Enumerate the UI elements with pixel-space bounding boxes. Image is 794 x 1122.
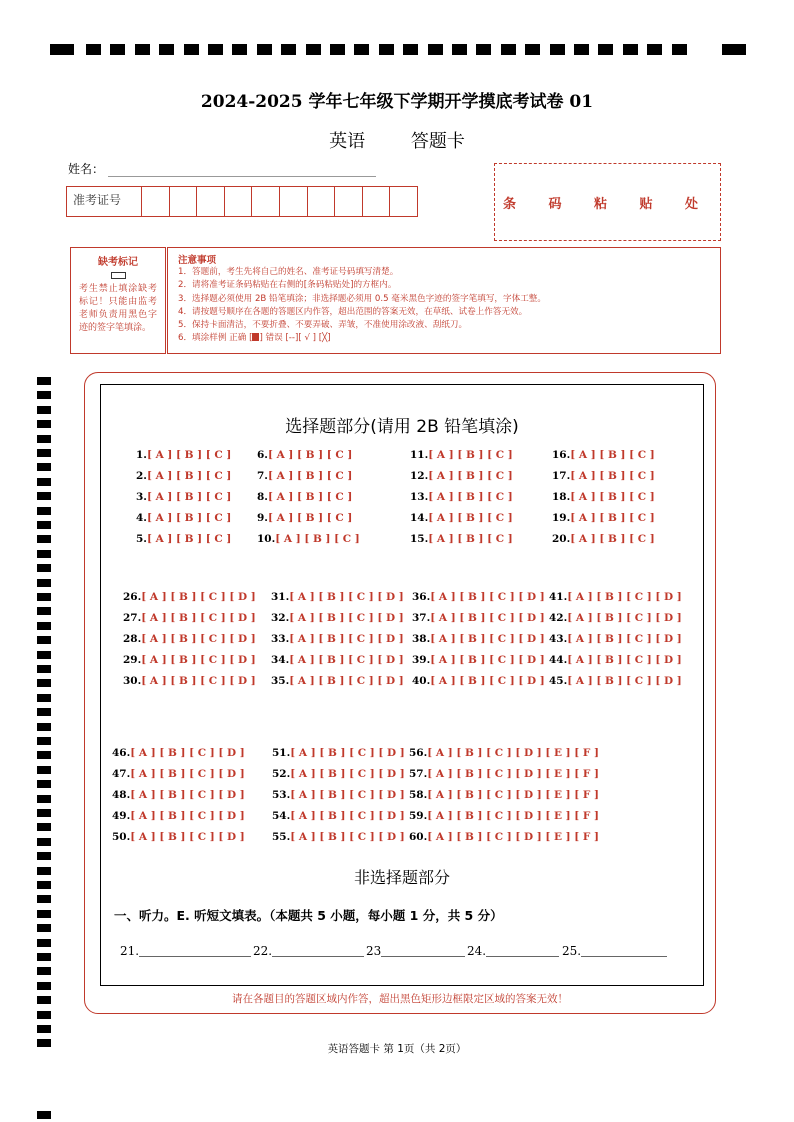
answer-bubbles[interactable]: [ A ] [ B ] [ C ] xyxy=(267,449,353,461)
question-58[interactable] xyxy=(409,789,599,801)
question-49[interactable] xyxy=(112,810,245,822)
question-number: 1. xyxy=(136,449,147,461)
timing-mark xyxy=(37,795,51,803)
blank-line xyxy=(139,943,251,957)
timing-mark xyxy=(37,636,51,644)
blank-number: 21. xyxy=(120,944,140,958)
answer-bubbles[interactable]: [ A ] [ B ] [ C ] [ D ] xyxy=(290,831,405,843)
question-40[interactable] xyxy=(412,675,545,687)
answer-bubbles[interactable]: [ A ] [ B ] [ C ] [ D ] xyxy=(289,591,404,603)
answer-bubbles[interactable]: [ A ] [ B ] [ C ] [ D ] xyxy=(430,654,545,666)
question-number: 4. xyxy=(136,512,147,524)
question-number: 48. xyxy=(112,789,131,801)
timing-mark xyxy=(623,44,638,55)
question-number: 53. xyxy=(272,789,291,801)
answer-bubbles[interactable]: [ A ] [ B ] [ C ] xyxy=(570,470,655,482)
answer-bubbles[interactable]: [ A ] [ B ] [ C ] xyxy=(146,491,232,503)
question-number: 14. xyxy=(410,512,429,524)
answer-bubbles[interactable]: [ A ] [ B ] [ C ] xyxy=(570,449,655,461)
question-6[interactable] xyxy=(257,449,352,461)
question-29[interactable] xyxy=(123,654,256,666)
question-number: 52. xyxy=(272,768,291,780)
blank-line xyxy=(381,943,465,957)
timing-mark xyxy=(37,982,51,990)
question-56[interactable] xyxy=(409,747,599,759)
exam-id-cell[interactable] xyxy=(142,187,170,216)
timing-mark xyxy=(37,694,51,702)
timing-mark xyxy=(37,665,51,673)
question-57[interactable] xyxy=(409,768,599,780)
answer-bubbles[interactable]: [ A ] [ B ] [ C ] [ D ] [ E ] [ F ] xyxy=(427,789,599,801)
question-36[interactable] xyxy=(412,591,545,603)
answer-bubbles[interactable]: [ A ] [ B ] [ C ] [ D ] xyxy=(289,633,404,645)
blank-number: 23 xyxy=(366,944,382,958)
answer-bubbles[interactable]: [ A ] [ B ] [ C ] [ D ] xyxy=(289,654,404,666)
note-line: 3．选择题必须使用 2B 铅笔填涂；非选择题必须用 0.5 毫米黑色字迹的签字笔填写，字体工整。 xyxy=(178,293,546,304)
question-number: 15. xyxy=(410,533,429,545)
exam-id-cell[interactable] xyxy=(170,187,198,216)
question-12[interactable] xyxy=(410,470,513,482)
answer-bubbles[interactable]: [ A ] [ B ] [ C ] [ D ] xyxy=(141,654,256,666)
timing-mark xyxy=(37,881,51,889)
mc-section-title: 选择题部分(请用 2B 铅笔填涂) xyxy=(285,417,519,437)
timing-mark xyxy=(37,895,51,903)
answer-bubbles[interactable]: [ A ] [ B ] [ C ] [ D ] xyxy=(290,810,405,822)
answer-bubbles[interactable]: [ A ] [ B ] [ C ] xyxy=(570,512,655,524)
blank-number: 25. xyxy=(562,944,582,958)
question-5[interactable] xyxy=(136,533,231,545)
blank-line xyxy=(486,943,559,957)
question-number: 10. xyxy=(257,533,276,545)
timing-mark xyxy=(37,679,51,687)
question-53[interactable] xyxy=(272,789,405,801)
absent-title: 缺考标记 xyxy=(98,257,138,268)
answer-bubbles[interactable]: [ A ] [ B ] [ C ] [ D ] [ E ] [ F ] xyxy=(427,747,599,759)
timing-mark xyxy=(37,521,51,529)
exam-id-cell[interactable] xyxy=(390,187,417,216)
answer-bubbles[interactable]: [ A ] [ B ] [ C ] xyxy=(570,533,655,545)
timing-mark xyxy=(550,44,565,55)
question-number: 5. xyxy=(136,533,147,545)
question-number: 51. xyxy=(272,747,291,759)
answer-bubbles[interactable]: [ A ] [ B ] [ C ] xyxy=(428,470,513,482)
question-number: 30. xyxy=(123,675,142,687)
answer-bubbles[interactable]: [ A ] [ B ] [ C ] xyxy=(267,512,353,524)
exam-title: 2024-2025 学年七年级下学期开学摸底考试卷 01 xyxy=(200,92,594,112)
question-46[interactable] xyxy=(112,747,245,759)
question-30[interactable] xyxy=(123,675,256,687)
timing-mark xyxy=(37,996,51,1004)
question-number: 17. xyxy=(552,470,571,482)
note-line: 2．请将准考证条码粘贴在右侧的[条码粘贴处]的方框内。 xyxy=(178,280,397,291)
note-line: 1．答题前，考生先将自己的姓名、准考证号码填写清楚。 xyxy=(178,267,399,277)
question-number: 20. xyxy=(552,533,571,545)
answer-bubbles[interactable]: [ A ] [ B ] [ C ] [ D ] xyxy=(141,591,256,603)
question-27[interactable] xyxy=(123,612,256,624)
notes-title: 注意事项 xyxy=(178,255,217,266)
blank-21[interactable] xyxy=(120,943,251,958)
answer-bubbles[interactable]: [ A ] [ B ] [ C ] [ D ] xyxy=(567,654,682,666)
question-number: 3. xyxy=(136,491,147,503)
question-10[interactable] xyxy=(257,533,360,545)
answer-bubbles[interactable]: [ A ] [ B ] [ C ] xyxy=(146,512,232,524)
question-51[interactable] xyxy=(272,747,405,759)
question-20[interactable] xyxy=(552,533,655,545)
listening-section-heading: 一、听力。E. 听短文填表。（本题共 5 小题，每小题 1 分，共 5 分） xyxy=(114,908,503,923)
question-number: 28. xyxy=(123,633,142,645)
question-number: 42. xyxy=(549,612,568,624)
blank-23[interactable] xyxy=(366,943,465,958)
question-number: 58. xyxy=(409,789,428,801)
question-7[interactable] xyxy=(257,470,352,482)
question-number: 44. xyxy=(549,654,568,666)
answer-bubbles[interactable]: [ A ] [ B ] [ C ] [ D ] xyxy=(130,810,245,822)
blank-number: 22. xyxy=(253,944,273,958)
timing-mark xyxy=(452,44,467,55)
question-number: 45. xyxy=(549,675,568,687)
question-number: 32. xyxy=(271,612,290,624)
question-47[interactable] xyxy=(112,768,245,780)
question-32[interactable] xyxy=(271,612,404,624)
question-15[interactable] xyxy=(410,533,513,545)
question-number: 35. xyxy=(271,675,290,687)
timing-mark xyxy=(37,420,51,428)
answer-bubbles[interactable]: [ A ] [ B ] [ C ] [ D ] xyxy=(290,768,405,780)
timing-mark xyxy=(37,1011,51,1019)
timing-mark xyxy=(37,766,51,774)
blank-line xyxy=(272,943,364,957)
question-number: 50. xyxy=(112,831,131,843)
timing-mark xyxy=(37,838,51,846)
timing-mark xyxy=(37,910,51,918)
answer-bubbles[interactable]: [ A ] [ B ] [ C ] [ D ] xyxy=(141,633,256,645)
question-number: 2. xyxy=(136,470,147,482)
question-33[interactable] xyxy=(271,633,404,645)
timing-mark xyxy=(37,607,51,615)
question-number: 47. xyxy=(112,768,131,780)
question-number: 60. xyxy=(409,831,428,843)
answer-bubbles[interactable]: [ A ] [ B ] [ C ] [ D ] [ E ] [ F ] xyxy=(427,831,599,843)
question-4[interactable] xyxy=(136,512,231,524)
timing-mark xyxy=(722,44,746,55)
timing-mark xyxy=(37,723,51,731)
blank-25[interactable] xyxy=(562,943,667,958)
name-label: 姓名： xyxy=(68,162,105,176)
answer-bubbles[interactable]: [ A ] [ B ] [ C ] xyxy=(267,491,353,503)
timing-mark xyxy=(37,492,51,500)
note-line: 5．保持卡面清洁，不要折叠、不要弄破、弄皱，不准使用涂改液、刮纸刀。 xyxy=(178,320,468,331)
question-9[interactable] xyxy=(257,512,352,524)
answer-bubbles[interactable]: [ A ] [ B ] [ C ] xyxy=(428,512,513,524)
answer-bubbles[interactable]: [ A ] [ B ] [ C ] [ D ] xyxy=(430,675,545,687)
note-line-sample xyxy=(178,332,710,345)
exam-id-box xyxy=(66,186,418,217)
non-choice-title: 非选择题部分 xyxy=(353,868,450,887)
question-1[interactable] xyxy=(136,449,231,461)
question-34[interactable] xyxy=(271,654,404,666)
question-26[interactable] xyxy=(123,591,256,603)
timing-mark xyxy=(428,44,443,55)
question-55[interactable] xyxy=(272,831,405,843)
timing-mark xyxy=(37,751,51,759)
timing-mark xyxy=(37,507,51,515)
answer-bubbles[interactable]: [ A ] [ B ] [ C ] [ D ] xyxy=(430,612,545,624)
timing-mark xyxy=(476,44,491,55)
answer-bubbles[interactable]: [ A ] [ B ] [ C ] [ D ] [ E ] [ F ] xyxy=(427,768,599,780)
answer-bubbles[interactable]: [ A ] [ B ] [ C ] [ D ] xyxy=(567,612,682,624)
question-number: 12. xyxy=(410,470,429,482)
answer-bubbles[interactable]: [ A ] [ B ] [ C ] [ D ] xyxy=(430,591,545,603)
question-2[interactable] xyxy=(136,470,231,482)
answer-bubbles[interactable]: [ A ] [ B ] [ C ] [ D ] xyxy=(567,591,682,603)
question-44[interactable] xyxy=(549,654,682,666)
timing-mark xyxy=(37,967,51,975)
timing-mark xyxy=(37,867,51,875)
timing-mark xyxy=(37,463,51,471)
timing-mark xyxy=(159,44,174,55)
question-number: 41. xyxy=(549,591,568,603)
timing-mark xyxy=(501,44,516,55)
question-43[interactable] xyxy=(549,633,682,645)
timing-mark xyxy=(37,449,51,457)
answer-bubbles[interactable]: [ A ] [ B ] [ C ] [ D ] xyxy=(141,675,256,687)
question-41[interactable] xyxy=(549,591,682,603)
question-number: 11. xyxy=(410,449,429,461)
question-number: 36. xyxy=(412,591,431,603)
frame-warning: 请在各题目的答题区域内作答，超出黑色矩形边框限定区域的答案无效！ xyxy=(232,993,568,1005)
answer-bubbles[interactable]: [ A ] [ B ] [ C ] xyxy=(146,470,232,482)
timing-mark xyxy=(37,435,51,443)
question-number: 54. xyxy=(272,810,291,822)
timing-mark xyxy=(37,550,51,558)
timing-mark xyxy=(37,939,51,947)
question-number: 38. xyxy=(412,633,431,645)
question-number: 49. xyxy=(112,810,131,822)
question-number: 37. xyxy=(412,612,431,624)
question-31[interactable] xyxy=(271,591,404,603)
question-18[interactable] xyxy=(552,491,655,503)
question-number: 33. xyxy=(271,633,290,645)
question-38[interactable] xyxy=(412,633,545,645)
exam-id-cell[interactable] xyxy=(335,187,363,216)
answer-bubbles[interactable]: [ A ] [ B ] [ C ] [ D ] xyxy=(567,675,682,687)
timing-mark xyxy=(354,44,369,55)
question-16[interactable] xyxy=(552,449,655,461)
exam-id-cell[interactable] xyxy=(280,187,308,216)
absent-mark-box xyxy=(70,247,166,354)
question-number: 18. xyxy=(552,491,571,503)
timing-mark xyxy=(37,737,51,745)
timing-mark xyxy=(574,44,589,55)
timing-mark xyxy=(37,377,51,385)
timing-mark xyxy=(37,406,51,414)
answer-bubbles[interactable]: [ A ] [ B ] [ C ] [ D ] xyxy=(130,768,245,780)
timing-mark xyxy=(37,579,51,587)
question-number: 39. xyxy=(412,654,431,666)
absent-checkbox[interactable] xyxy=(111,272,126,279)
answer-bubbles[interactable]: [ A ] [ B ] [ C ] [ D ] xyxy=(567,633,682,645)
timing-mark xyxy=(647,44,662,55)
question-number: 6. xyxy=(257,449,268,461)
answer-bubbles[interactable]: [ A ] [ B ] [ C ] [ D ] xyxy=(130,747,245,759)
question-50[interactable] xyxy=(112,831,245,843)
answer-bubbles[interactable]: [ A ] [ B ] [ C ] [ D ] xyxy=(289,612,404,624)
blank-number: 24. xyxy=(467,944,487,958)
question-number: 27. xyxy=(123,612,142,624)
question-number: 31. xyxy=(271,591,290,603)
answer-bubbles[interactable]: [ A ] [ B ] [ C ] xyxy=(428,491,513,503)
exam-id-label: 准考证号 xyxy=(67,187,142,216)
question-number: 34. xyxy=(271,654,290,666)
exam-id-cell[interactable] xyxy=(225,187,253,216)
question-number: 57. xyxy=(409,768,428,780)
question-number: 43. xyxy=(549,633,568,645)
question-13[interactable] xyxy=(410,491,513,503)
timing-mark xyxy=(37,391,51,399)
timing-mark xyxy=(598,44,613,55)
question-number: 19. xyxy=(552,512,571,524)
question-11[interactable] xyxy=(410,449,513,461)
timing-mark xyxy=(208,44,223,55)
question-number: 46. xyxy=(112,747,131,759)
question-number: 40. xyxy=(412,675,431,687)
question-37[interactable] xyxy=(412,612,545,624)
exam-id-cell[interactable] xyxy=(252,187,280,216)
answer-bubbles[interactable]: [ A ] [ B ] [ C ] xyxy=(146,533,232,545)
timing-mark xyxy=(184,44,199,55)
question-14[interactable] xyxy=(410,512,513,524)
timing-mark xyxy=(37,535,51,543)
note-line: 4．请按题号顺序在各题的答题区内作答，超出范围的答案无效，在草纸、试卷上作答无效。 xyxy=(178,306,528,317)
name-field[interactable] xyxy=(108,176,376,177)
question-54[interactable] xyxy=(272,810,405,822)
timing-marks-top xyxy=(50,44,746,56)
timing-mark xyxy=(37,564,51,572)
timing-mark xyxy=(403,44,418,55)
absent-text: 考生禁止填涂缺考标记！只能由监考老师负责用黑色字迹的签字笔填涂。 xyxy=(79,284,157,333)
question-number: 29. xyxy=(123,654,142,666)
question-number: 13. xyxy=(410,491,429,503)
answer-bubbles[interactable]: [ A ] [ B ] [ C ] xyxy=(146,449,232,461)
subject-label: 英语 xyxy=(329,131,366,152)
answer-bubbles[interactable]: [ A ] [ B ] [ C ] [ D ] xyxy=(289,675,404,687)
question-17[interactable] xyxy=(552,470,655,482)
answer-bubbles[interactable]: [ A ] [ B ] [ C ] [ D ] [ E ] [ F ] xyxy=(427,810,599,822)
answer-bubbles[interactable]: [ A ] [ B ] [ C ] xyxy=(275,533,360,545)
question-number: 9. xyxy=(257,512,268,524)
question-3[interactable] xyxy=(136,491,231,503)
timing-mark xyxy=(37,953,51,961)
exam-id-cell[interactable] xyxy=(308,187,336,216)
question-8[interactable] xyxy=(257,491,352,503)
answer-bubbles[interactable]: [ A ] [ B ] [ C ] xyxy=(570,491,655,503)
timing-mark xyxy=(672,44,687,55)
exam-id-cell[interactable] xyxy=(197,187,225,216)
timing-mark xyxy=(110,44,125,55)
question-number: 7. xyxy=(257,470,268,482)
timing-marks-left xyxy=(37,377,51,1122)
question-number: 59. xyxy=(409,810,428,822)
notes-box xyxy=(167,247,721,354)
page-footer: 英语答题卡 第 1页（共 2页） xyxy=(327,1043,467,1055)
barcode-area: 条 码 粘 贴 处 xyxy=(494,163,721,241)
card-subtitle xyxy=(0,127,794,153)
question-number: 8. xyxy=(257,491,268,503)
question-28[interactable] xyxy=(123,633,256,645)
sample-suffix: ] 错误 [--][ √ ] [╳] xyxy=(259,333,331,344)
timing-mark xyxy=(37,708,51,716)
answer-bubbles[interactable]: [ A ] [ B ] [ C ] [ D ] xyxy=(290,747,405,759)
answer-bubbles[interactable]: [ A ] [ B ] [ C ] xyxy=(428,449,513,461)
answer-bubbles[interactable]: [ A ] [ B ] [ C ] xyxy=(428,533,513,545)
timing-mark xyxy=(37,1025,51,1033)
timing-mark xyxy=(37,780,51,788)
timing-mark xyxy=(50,44,74,55)
timing-mark xyxy=(281,44,296,55)
answer-bubbles[interactable]: [ A ] [ B ] [ C ] [ D ] xyxy=(290,789,405,801)
question-39[interactable] xyxy=(412,654,545,666)
answer-bubbles[interactable]: [ A ] [ B ] [ C ] [ D ] xyxy=(130,831,245,843)
timing-mark xyxy=(37,809,51,817)
question-60[interactable] xyxy=(409,831,599,843)
timing-mark xyxy=(37,651,51,659)
timing-mark xyxy=(37,924,51,932)
timing-mark xyxy=(37,478,51,486)
question-52[interactable] xyxy=(272,768,405,780)
timing-mark xyxy=(232,44,247,55)
answer-bubbles[interactable]: [ A ] [ B ] [ C ] [ D ] xyxy=(130,789,245,801)
question-number: 16. xyxy=(552,449,571,461)
timing-mark xyxy=(37,622,51,630)
timing-mark xyxy=(37,593,51,601)
question-35[interactable] xyxy=(271,675,404,687)
timing-mark xyxy=(330,44,345,55)
question-19[interactable] xyxy=(552,512,655,524)
timing-mark xyxy=(257,44,272,55)
sample-prefix: 6．填涂样例 正确 [ xyxy=(178,333,253,344)
timing-mark xyxy=(37,1111,51,1119)
blank-24[interactable] xyxy=(467,943,559,958)
timing-mark xyxy=(37,823,51,831)
blank-line xyxy=(581,943,667,957)
answer-bubbles[interactable]: [ A ] [ B ] [ C ] [ D ] xyxy=(141,612,256,624)
timing-mark xyxy=(37,852,51,860)
timing-mark xyxy=(86,44,101,55)
question-45[interactable] xyxy=(549,675,682,687)
question-48[interactable] xyxy=(112,789,245,801)
answer-bubbles[interactable]: [ A ] [ B ] [ C ] [ D ] xyxy=(430,633,545,645)
question-number: 55. xyxy=(272,831,291,843)
blank-22[interactable] xyxy=(253,943,364,958)
exam-id-cell[interactable] xyxy=(363,187,391,216)
answer-bubbles[interactable]: [ A ] [ B ] [ C ] xyxy=(267,470,353,482)
timing-mark xyxy=(306,44,321,55)
timing-mark xyxy=(379,44,394,55)
question-42[interactable] xyxy=(549,612,682,624)
question-number: 26. xyxy=(123,591,142,603)
timing-mark xyxy=(135,44,150,55)
question-number: 56. xyxy=(409,747,428,759)
card-type-label: 答题卡 xyxy=(410,131,465,152)
question-59[interactable] xyxy=(409,810,599,822)
timing-mark xyxy=(525,44,540,55)
